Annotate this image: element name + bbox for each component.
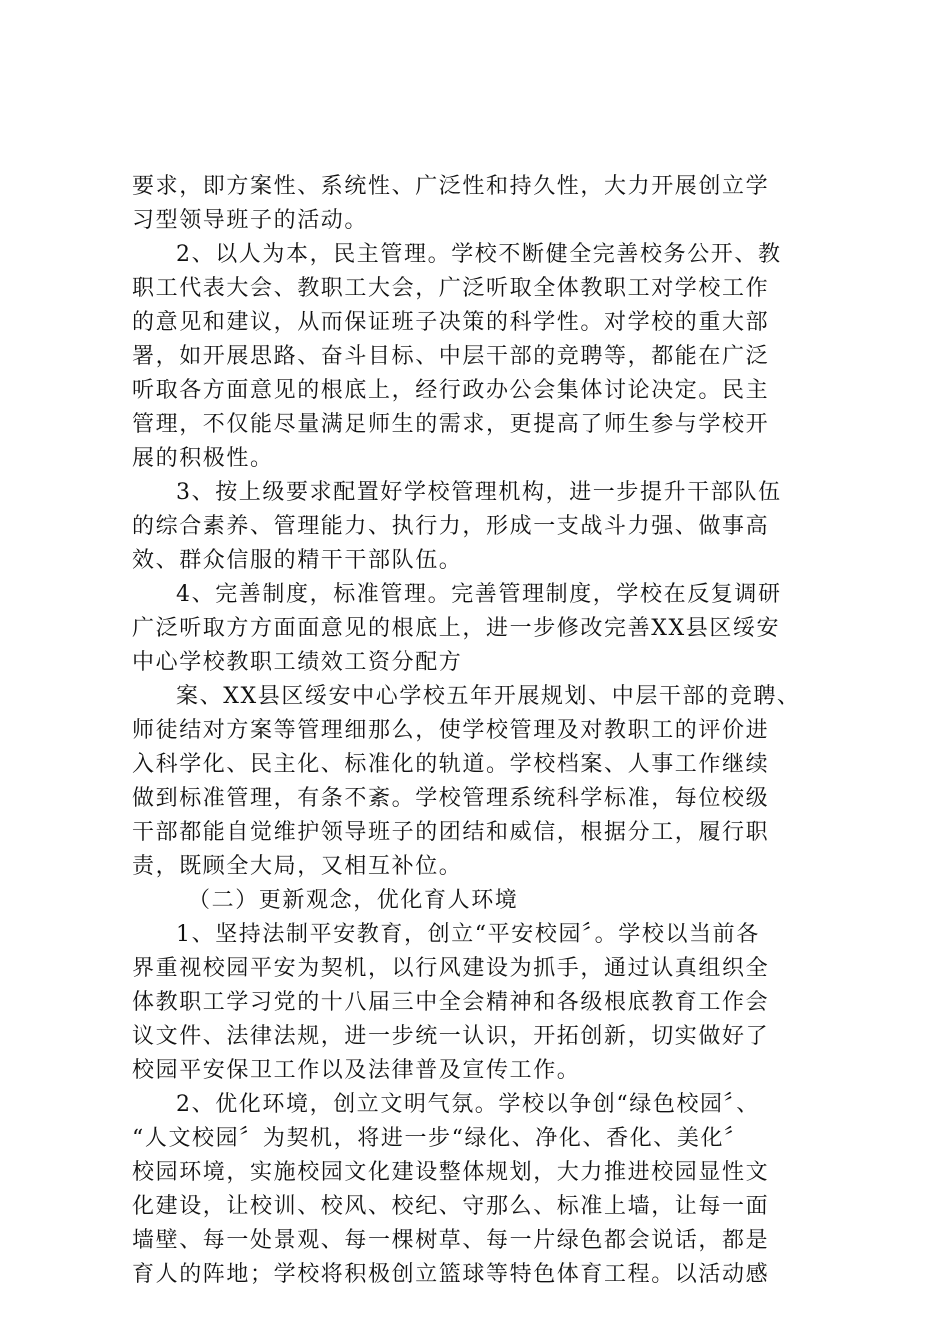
text-line: 师徒结对方案等管理细那么，使学校管理及对教职工的评价进: [132, 718, 770, 743]
paragraph-start-line: 4、完善制度，标准管理。完善管理制度，学校在反复调研: [176, 582, 782, 607]
text-line: 校园环境，实施校园文化建设整体规划，大力推进校园显性文: [132, 1160, 770, 1185]
text-line: 广泛听取方方面面意见的根底上，进一步修改完善XX县区绥安: [132, 616, 781, 641]
text-line: 中心学校教职工绩效工资分配方: [132, 650, 463, 675]
text-line: 墙壁、每一处景观、每一棵树草、每一片绿色都会说话，都是: [132, 1228, 770, 1253]
document-body: [132, 170, 832, 1292]
text-line: 的综合素养、管理能力、执行力，形成一支战斗力强、做事高: [132, 514, 770, 539]
text-line: 议文件、法律法规，进一步统一认识，开拓创新，切实做好了: [132, 1024, 770, 1049]
text-line: 管理，不仅能尽量满足师生的需求，更提高了师生参与学校开: [132, 412, 770, 437]
text-line: 育人的阵地；学校将积极创立篮球等特色体育工程。以活动感: [132, 1262, 770, 1287]
text-line: 效、群众信服的精干干部队伍。: [132, 548, 463, 573]
paragraph-start-line: 案、XX县区绥安中心学校五年开展规划、中层干部的竞聘、: [176, 684, 801, 709]
text-line: 做到标准管理，有条不紊。学校管理系统科学标准，每位校级: [132, 786, 770, 811]
text-line: 署，如开展思路、奋斗目标、中层干部的竞聘等，都能在广泛: [132, 344, 770, 369]
text-line: 责，既顾全大局，又相互补位。: [132, 854, 463, 879]
text-line: 干部都能自觉维护领导班子的团结和威信，根据分工，履行职: [132, 820, 770, 845]
text-line: 界重视校园平安为契机，以行风建设为抓手，通过认真组织全: [132, 956, 770, 981]
text-line: “人文校园〞为契机，将进一步“绿化、净化、香化、美化〞: [132, 1126, 748, 1151]
paragraph-start-line: 2、优化环境，创立文明气氛。学校以争创“绿色校园〞、: [176, 1092, 760, 1117]
text-line: 展的积极性。: [132, 446, 274, 471]
text-line: 要求，即方案性、系统性、广泛性和持久性，大力开展创立学: [132, 174, 770, 199]
text-line: 校园平安保卫工作以及法律普及宣传工作。: [132, 1058, 581, 1083]
text-line: 入科学化、民主化、标准化的轨道。学校档案、人事工作继续: [132, 752, 770, 777]
paragraph-start-line: 1、坚持法制平安教育，创立“平安校园〞。学校以当前各: [176, 922, 760, 947]
text-line: 化建设，让校训、校风、校纪、守那么、标准上墙，让每一面: [132, 1194, 770, 1219]
paragraph-start-line: 3、按上级要求配置好学校管理机构，进一步提升干部队伍: [176, 480, 782, 505]
text-line: 职工代表大会、教职工大会，广泛听取全体教职工对学校工作: [132, 276, 770, 301]
section-heading: （二）更新观念，优化育人环境: [188, 888, 519, 913]
text-line: 听取各方面意见的根底上，经行政办公会集体讨论决定。民主: [132, 378, 770, 403]
paragraph-start-line: 2、以人为本，民主管理。学校不断健全完善校务公开、教: [176, 242, 782, 267]
text-line: 的意见和建议，从而保证班子决策的科学性。对学校的重大部: [132, 310, 770, 335]
text-line: 习型领导班子的活动。: [132, 208, 369, 233]
text-line: 体教职工学习党的十八届三中全会精神和各级根底教育工作会: [132, 990, 770, 1015]
